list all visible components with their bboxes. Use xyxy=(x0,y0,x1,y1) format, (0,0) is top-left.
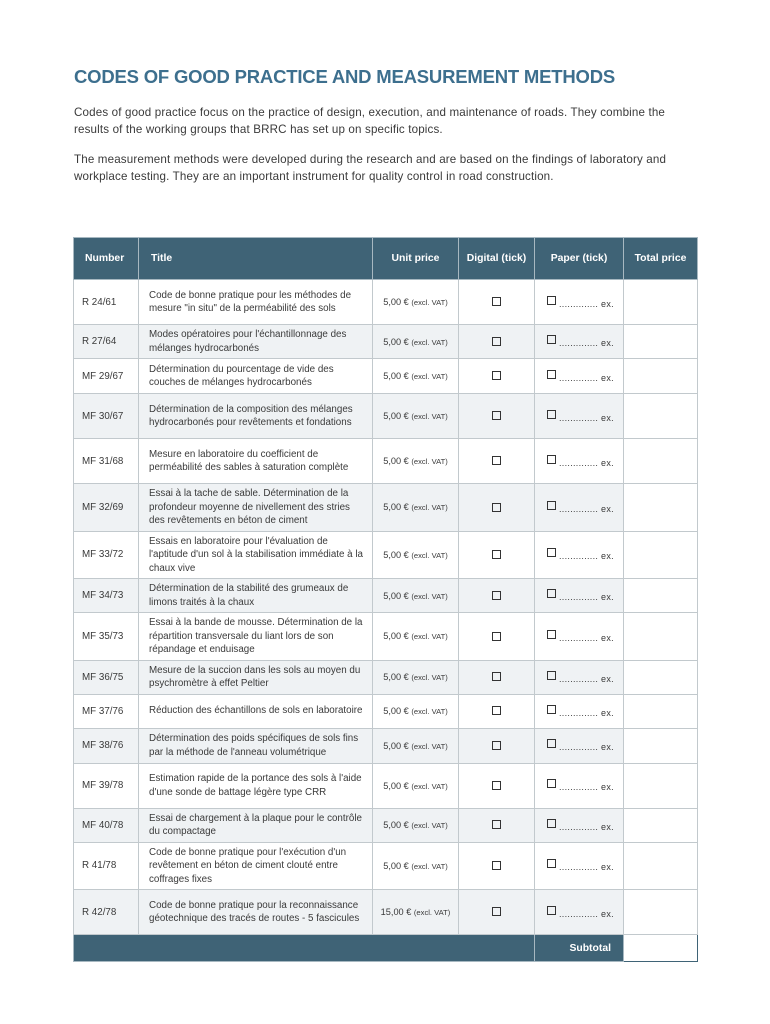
price-value: 5,00 € xyxy=(383,860,409,871)
vat-note: (excl. VAT) xyxy=(411,457,448,466)
row-digital xyxy=(459,280,535,325)
digital-checkbox[interactable] xyxy=(492,591,501,600)
digital-checkbox[interactable] xyxy=(492,297,501,306)
row-unit-price xyxy=(373,694,459,728)
row-unit-price xyxy=(373,763,459,808)
table-row xyxy=(74,613,698,661)
row-unit-price xyxy=(373,728,459,763)
table-row xyxy=(74,694,698,728)
row-title: Mesure en laboratoire du coefficient de perméabilité des sables à saturation complète xyxy=(139,439,373,484)
paper-quantity-field[interactable]: .............. ex. xyxy=(559,298,614,309)
row-unit-price xyxy=(373,613,459,661)
digital-checkbox[interactable] xyxy=(492,706,501,715)
row-number: MF 30/67 xyxy=(74,394,139,439)
price-value: 5,00 € xyxy=(383,672,409,682)
row-paper xyxy=(535,842,624,890)
row-title: Modes opératoires pour l'échantillonnage des mélanges hydrocarbonés xyxy=(139,325,373,359)
paper-quantity-field[interactable]: .............. ex. xyxy=(559,338,614,348)
price-value: 5,00 € xyxy=(383,502,409,513)
row-number: R 42/78 xyxy=(74,890,139,935)
row-paper xyxy=(535,890,624,935)
row-number: R 41/78 xyxy=(74,842,139,890)
price-value: 5,00 € xyxy=(383,336,409,347)
price-value: 5,00 € xyxy=(383,411,409,421)
row-paper xyxy=(535,531,624,579)
row-paper xyxy=(535,394,624,439)
row-total-price-field[interactable] xyxy=(624,439,698,484)
row-total-price-field[interactable] xyxy=(624,394,698,439)
row-title: Mesure de la succion dans les sols au moyen du psychromètre à effet Peltier xyxy=(139,660,373,694)
row-total-price-field[interactable] xyxy=(624,660,698,694)
row-digital xyxy=(459,842,535,890)
row-total-price-field[interactable] xyxy=(624,842,698,890)
row-digital xyxy=(459,359,535,394)
row-title: Code de bonne pratique pour l'exécution d'un revêtement en béton de ciment clouté entre coffrages fixes xyxy=(139,842,373,890)
table-row xyxy=(74,531,698,579)
row-digital xyxy=(459,579,535,613)
row-title: Détermination de la composition des mélanges hydrocarbonés pour revêtements et fondations xyxy=(139,394,373,439)
table-row xyxy=(74,728,698,763)
row-total-price-field[interactable] xyxy=(624,808,698,842)
row-paper xyxy=(535,763,624,808)
paper-quantity-field[interactable]: .............. ex. xyxy=(559,632,614,643)
price-value: 15,00 € xyxy=(380,907,412,917)
row-number: MF 36/75 xyxy=(74,660,139,694)
row-number: MF 37/76 xyxy=(74,694,139,728)
vat-note: (excl. VAT) xyxy=(411,821,448,830)
row-total-price-field[interactable] xyxy=(624,613,698,661)
row-digital xyxy=(459,728,535,763)
paper-quantity-field[interactable]: .............. ex. xyxy=(559,503,614,514)
header-title: Title xyxy=(139,238,373,280)
subtotal-value-field[interactable] xyxy=(624,935,698,962)
header-paper: Paper (tick) xyxy=(535,238,624,280)
paper-quantity-field[interactable]: .............. ex. xyxy=(559,457,614,468)
digital-checkbox[interactable] xyxy=(492,337,501,346)
price-value: 5,00 € xyxy=(383,740,409,751)
row-total-price-field[interactable] xyxy=(624,890,698,935)
price-value: 5,00 € xyxy=(383,297,409,307)
row-paper xyxy=(535,613,624,661)
digital-checkbox[interactable] xyxy=(492,781,501,790)
paper-checkbox[interactable] xyxy=(547,739,556,748)
price-value: 5,00 € xyxy=(383,820,409,830)
row-unit-price xyxy=(373,359,459,394)
row-title: Détermination des poids spécifiques de sols fins par la méthode de l'anneau volumétrique xyxy=(139,728,373,763)
table-row xyxy=(74,359,698,394)
row-unit-price xyxy=(373,484,459,532)
row-paper xyxy=(535,359,624,394)
vat-note: (excl. VAT) xyxy=(411,591,448,601)
row-digital xyxy=(459,694,535,728)
row-total-price-field[interactable] xyxy=(624,325,698,359)
row-number: MF 38/76 xyxy=(74,728,139,763)
paper-quantity-field[interactable]: .............. ex. xyxy=(559,742,614,752)
row-number: MF 34/73 xyxy=(74,579,139,613)
digital-checkbox[interactable] xyxy=(492,672,501,681)
row-unit-price xyxy=(373,660,459,694)
price-value: 5,00 € xyxy=(383,456,409,466)
digital-checkbox[interactable] xyxy=(492,907,501,916)
paper-quantity-field[interactable]: .............. ex. xyxy=(559,821,614,832)
row-title: Détermination du pourcentage de vide des couches de mélanges hydrocarbonés xyxy=(139,359,373,394)
paper-checkbox[interactable] xyxy=(547,410,556,419)
price-value: 5,00 € xyxy=(383,706,409,716)
paper-checkbox[interactable] xyxy=(547,335,556,344)
row-digital xyxy=(459,394,535,439)
row-title: Code de bonne pratique pour la reconnaissance géotechnique des tracés de routes - 5 fascicules xyxy=(139,890,373,935)
paper-quantity-field[interactable]: .............. ex. xyxy=(559,673,614,684)
order-table xyxy=(73,237,698,962)
row-number: R 24/61 xyxy=(74,280,139,325)
table-row xyxy=(74,439,698,484)
digital-checkbox[interactable] xyxy=(492,741,501,750)
table-body xyxy=(74,280,698,935)
row-title: Estimation rapide de la portance des sols à l'aide d'une sonde de battage légère type CRR xyxy=(139,763,373,808)
row-number: MF 39/78 xyxy=(74,763,139,808)
page-title: CODES OF GOOD PRACTICE AND MEASUREMENT METHODS xyxy=(74,66,616,87)
header-number: Number xyxy=(74,238,139,280)
row-number: MF 29/67 xyxy=(74,359,139,394)
digital-checkbox[interactable] xyxy=(492,861,501,870)
vat-note: (excl. VAT) xyxy=(411,298,448,307)
row-total-price-field[interactable] xyxy=(624,359,698,394)
row-unit-price xyxy=(373,531,459,579)
paper-checkbox[interactable] xyxy=(547,671,556,680)
paper-checkbox[interactable] xyxy=(547,370,556,379)
paper-quantity-field[interactable]: .............. ex. xyxy=(559,862,614,873)
row-paper xyxy=(535,439,624,484)
row-paper xyxy=(535,280,624,325)
row-unit-price xyxy=(373,890,459,935)
paper-checkbox[interactable] xyxy=(547,630,556,639)
row-paper xyxy=(535,694,624,728)
digital-checkbox[interactable] xyxy=(492,503,501,512)
table-row xyxy=(74,579,698,613)
table-row xyxy=(74,484,698,532)
digital-checkbox[interactable] xyxy=(492,371,501,380)
table-row xyxy=(74,280,698,325)
paper-checkbox[interactable] xyxy=(547,296,556,305)
row-digital xyxy=(459,613,535,661)
row-title: Essais en laboratoire pour l'évaluation de l'aptitude d'un sol à la stabilisation immédiate à la chaux vive xyxy=(139,531,373,579)
table-row xyxy=(74,763,698,808)
price-value: 5,00 € xyxy=(383,590,409,601)
subtotal-row xyxy=(74,935,698,962)
row-unit-price xyxy=(373,394,459,439)
row-unit-price xyxy=(373,280,459,325)
paper-checkbox[interactable] xyxy=(547,705,556,714)
digital-checkbox[interactable] xyxy=(492,456,501,465)
row-total-price-field[interactable] xyxy=(624,694,698,728)
table-row xyxy=(74,842,698,890)
price-value: 5,00 € xyxy=(383,631,409,642)
row-unit-price xyxy=(373,808,459,842)
row-title: Code de bonne pratique pour les méthodes de mesure "in situ" de la perméabilité des sols xyxy=(139,280,373,325)
row-paper xyxy=(535,728,624,763)
row-title: Essai à la bande de mousse. Détermination de la répartition transversale du liant lors de son répandage et enduisage xyxy=(139,613,373,661)
table-row xyxy=(74,394,698,439)
row-total-price-field[interactable] xyxy=(624,579,698,613)
subtotal-filler xyxy=(74,935,535,962)
paper-checkbox[interactable] xyxy=(547,548,556,557)
row-number: MF 35/73 xyxy=(74,613,139,661)
vat-note: (excl. VAT) xyxy=(411,372,448,381)
row-unit-price xyxy=(373,439,459,484)
vat-note: (excl. VAT) xyxy=(411,781,448,791)
header-total-price: Total price xyxy=(624,238,698,280)
row-digital xyxy=(459,890,535,935)
table-row xyxy=(74,808,698,842)
table-header-row xyxy=(74,238,698,280)
intro-paragraph-methods: The measurement methods were developed during the research and are based on the findings of laboratory and workplace testing. They are an important instrument for quality control in road construction. xyxy=(74,153,667,183)
price-value: 5,00 € xyxy=(383,371,409,381)
vat-note: (excl. VAT) xyxy=(411,861,448,871)
vat-note: (excl. VAT) xyxy=(411,503,448,513)
intro-paragraph-codes: Codes of good practice focus on the practice of design, execution, and maintenance of roads. They combine the results of the working groups that BRRC has set up on specific topics. xyxy=(74,106,666,136)
digital-checkbox[interactable] xyxy=(492,820,501,829)
row-title: Essai de chargement à la plaque pour le contrôle du compactage xyxy=(139,808,373,842)
vat-note: (excl. VAT) xyxy=(411,673,448,682)
paper-checkbox[interactable] xyxy=(547,819,556,828)
paper-quantity-field[interactable]: .............. ex. xyxy=(559,908,614,919)
row-total-price-field[interactable] xyxy=(624,728,698,763)
row-unit-price xyxy=(373,842,459,890)
vat-note: (excl. VAT) xyxy=(411,550,448,560)
row-total-price-field[interactable] xyxy=(624,280,698,325)
vat-note: (excl. VAT) xyxy=(411,707,448,716)
price-value: 5,00 € xyxy=(383,780,409,791)
table-row xyxy=(74,660,698,694)
paper-quantity-field[interactable]: .............. ex. xyxy=(559,412,614,423)
paper-checkbox[interactable] xyxy=(547,455,556,464)
paper-checkbox[interactable] xyxy=(547,906,556,915)
row-title: Essai à la tache de sable. Détermination de la profondeur moyenne de nivellement des stries des revêtements en béton de ciment xyxy=(139,484,373,532)
row-number: MF 31/68 xyxy=(74,439,139,484)
vat-note: (excl. VAT) xyxy=(411,337,448,347)
row-digital xyxy=(459,531,535,579)
row-paper xyxy=(535,808,624,842)
paper-checkbox[interactable] xyxy=(547,859,556,868)
digital-checkbox[interactable] xyxy=(492,550,501,559)
paper-quantity-field[interactable]: .............. ex. xyxy=(559,592,614,602)
row-paper xyxy=(535,579,624,613)
paper-checkbox[interactable] xyxy=(547,501,556,510)
row-digital xyxy=(459,660,535,694)
row-digital xyxy=(459,763,535,808)
paper-quantity-field[interactable]: .............. ex. xyxy=(559,551,614,562)
row-total-price-field[interactable] xyxy=(624,531,698,579)
vat-note: (excl. VAT) xyxy=(411,412,448,421)
digital-checkbox[interactable] xyxy=(492,632,501,641)
paper-checkbox[interactable] xyxy=(547,589,556,598)
row-total-price-field[interactable] xyxy=(624,763,698,808)
row-total-price-field[interactable] xyxy=(624,484,698,532)
row-title: Réduction des échantillons de sols en laboratoire xyxy=(139,694,373,728)
row-digital xyxy=(459,808,535,842)
paper-quantity-field[interactable]: .............. ex. xyxy=(559,782,614,792)
row-number: MF 40/78 xyxy=(74,808,139,842)
row-digital xyxy=(459,325,535,359)
row-unit-price xyxy=(373,325,459,359)
row-paper xyxy=(535,484,624,532)
row-number: R 27/64 xyxy=(74,325,139,359)
row-number: MF 32/69 xyxy=(74,484,139,532)
paper-quantity-field[interactable]: .............. ex. xyxy=(559,707,614,718)
vat-note: (excl. VAT) xyxy=(411,632,448,642)
row-unit-price xyxy=(373,579,459,613)
digital-checkbox[interactable] xyxy=(492,411,501,420)
row-digital xyxy=(459,484,535,532)
vat-note: (excl. VAT) xyxy=(411,741,448,751)
row-title: Détermination de la stabilité des grumeaux de limons traités à la chaux xyxy=(139,579,373,613)
subtotal-label: Subtotal xyxy=(535,935,624,962)
row-number: MF 33/72 xyxy=(74,531,139,579)
vat-note: (excl. VAT) xyxy=(413,908,451,917)
header-digital: Digital (tick) xyxy=(459,238,535,280)
row-paper xyxy=(535,325,624,359)
row-digital xyxy=(459,439,535,484)
table-row xyxy=(74,890,698,935)
price-value: 5,00 € xyxy=(383,549,409,560)
paper-quantity-field[interactable]: .............. ex. xyxy=(559,372,614,383)
row-paper xyxy=(535,660,624,694)
header-unit-price: Unit price xyxy=(373,238,459,280)
table-row xyxy=(74,325,698,359)
paper-checkbox[interactable] xyxy=(547,779,556,788)
